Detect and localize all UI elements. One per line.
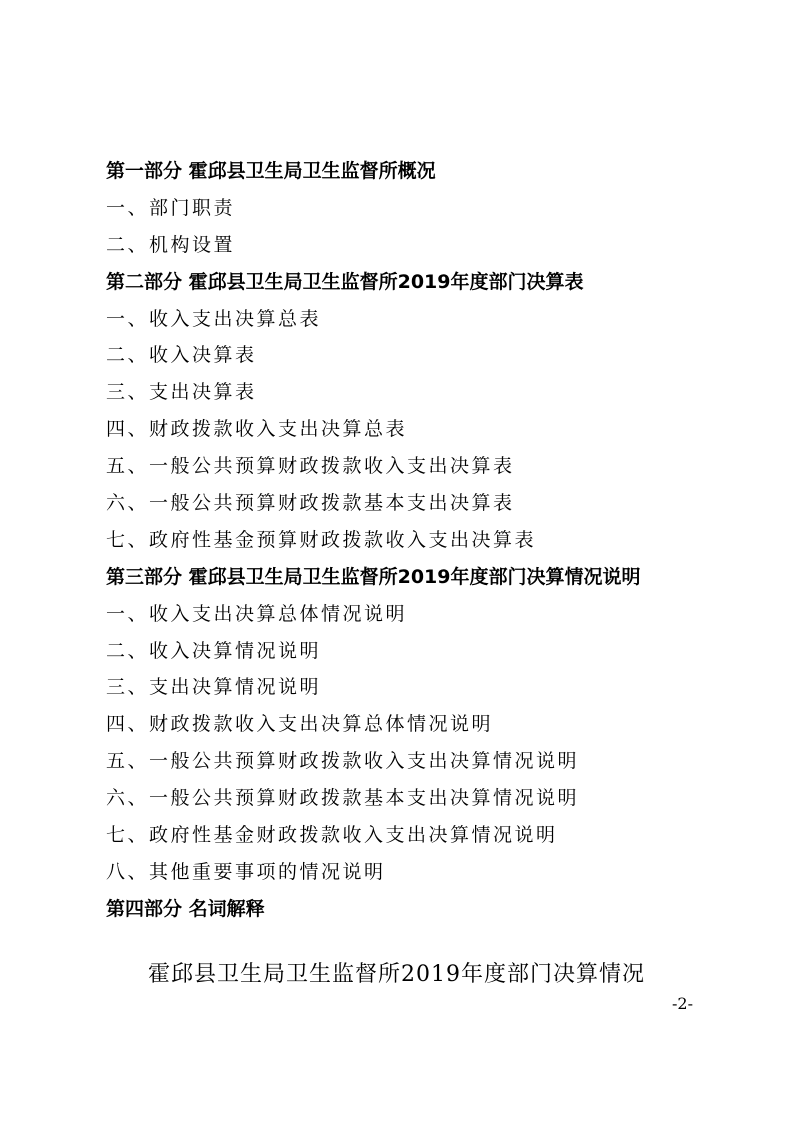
- toc-item: 五、一般公共预算财政拨款收入支出决算情况说明: [106, 750, 580, 773]
- toc-item: 一、部门职责: [106, 196, 236, 219]
- toc-item: 八、其他重要事项的情况说明: [106, 860, 386, 883]
- toc-item: 七、政府性基金财政拨款收入支出决算情况说明: [106, 824, 558, 847]
- toc-item: 二、收入决算情况说明: [106, 639, 322, 662]
- table-of-contents: [106, 153, 766, 928]
- toc-item: 四、财政拨款收入支出决算总表: [106, 418, 408, 441]
- toc-item: 三、支出决算情况说明: [106, 676, 322, 699]
- toc-item: 六、一般公共预算财政拨款基本支出决算表: [106, 492, 515, 515]
- toc-item: 四、财政拨款收入支出决算总体情况说明: [106, 713, 494, 736]
- page-number: -2-: [672, 994, 693, 1013]
- toc-item: 一、收入支出决算总体情况说明: [106, 602, 408, 625]
- toc-item: 二、收入决算表: [106, 344, 257, 367]
- toc-item: 二、机构设置: [106, 233, 236, 256]
- toc-part-2-title: 第二部分 霍邱县卫生局卫生监督所2019年度部门决算表: [106, 270, 584, 293]
- toc-part-1-title: 第一部分 霍邱县卫生局卫生监督所概况: [106, 160, 436, 182]
- toc-item: 六、一般公共预算财政拨款基本支出决算情况说明: [106, 787, 580, 810]
- toc-part-3-title: 第三部分 霍邱县卫生局卫生监督所2019年度部门决算情况说明: [106, 565, 641, 588]
- toc-item: 七、政府性基金预算财政拨款收入支出决算表: [106, 528, 537, 551]
- toc-part-4-title: 第四部分 名词解释: [106, 897, 265, 920]
- toc-item: 一、收入支出决算总表: [106, 307, 322, 330]
- section-title: 霍邱县卫生局卫生监督所2019年度部门决算情况: [148, 962, 645, 987]
- toc-item: 五、一般公共预算财政拨款收入支出决算表: [106, 455, 515, 478]
- toc-item: 三、支出决算表: [106, 381, 257, 404]
